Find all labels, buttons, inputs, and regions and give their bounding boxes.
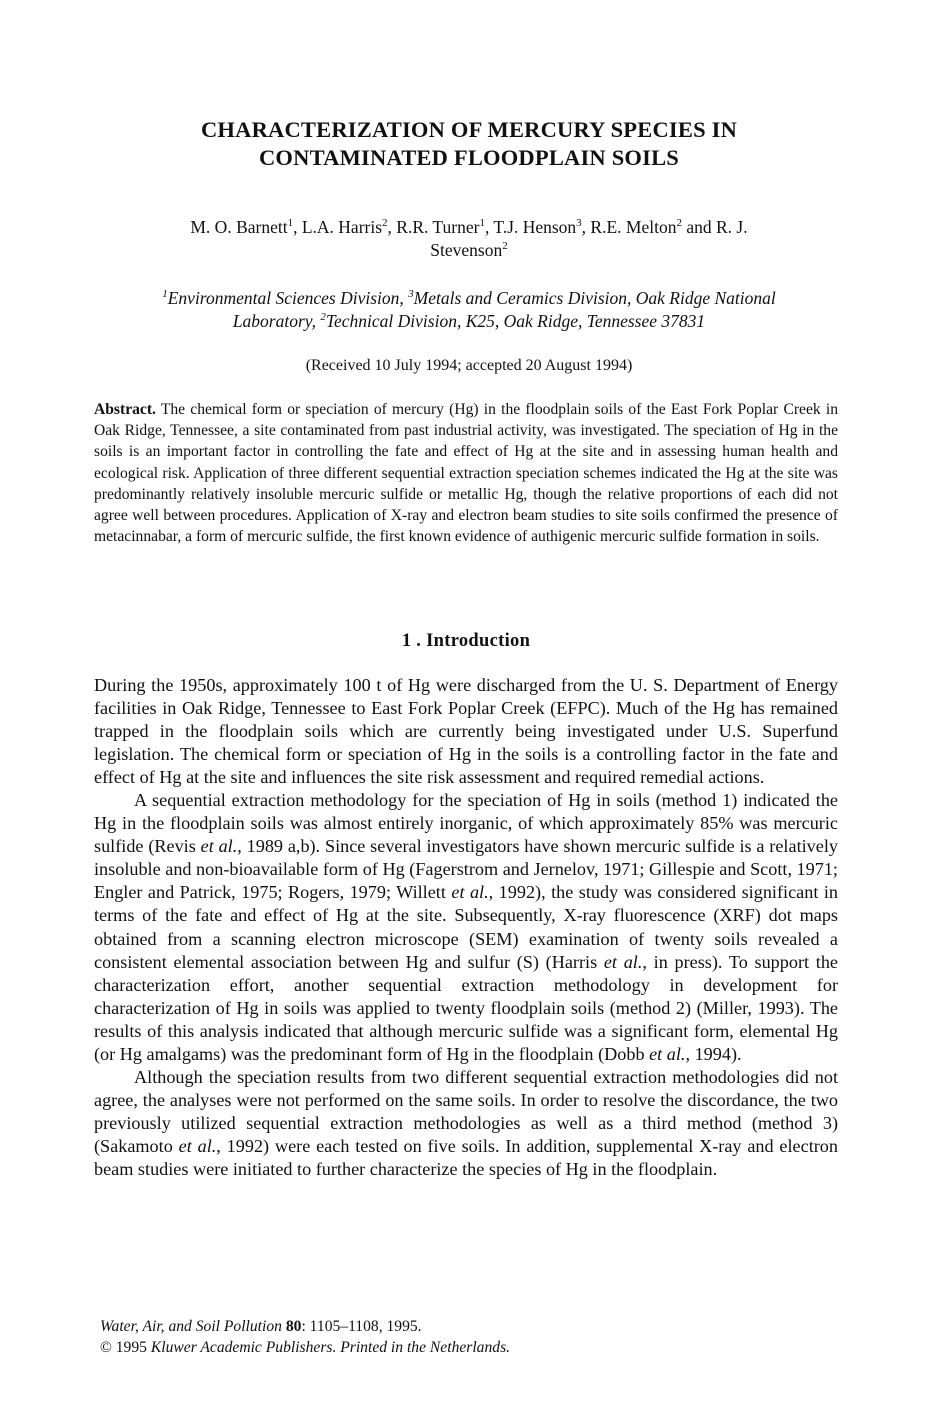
publisher: Kluwer Academic Publishers. Printed in the Netherlands. xyxy=(150,1339,511,1356)
journal-volume: 80 xyxy=(285,1318,302,1335)
author-list: M. O. Barnett$^1$, L.A. Harris$^2$, R.R. Turner$^1$, T.J. Henson$^3$, R.E. Melton$^2$ and R. J. Stevenson$^2$ xyxy=(190,217,748,260)
citation-etal: et al. xyxy=(451,882,489,903)
received-dates: (Received 10 July 1994; accepted 20 August 1994) xyxy=(305,357,633,374)
affiliation-text: Metals and Ceramics Division, Oak Ridge National xyxy=(413,288,776,308)
author-name: R. J. xyxy=(716,217,748,237)
abstract xyxy=(94,399,838,547)
abstract-text: The chemical form or speciation of mercury (Hg) in the floodplain soils of the East Fork Poplar Creek in Oak Ridge, Tennessee, a site contaminated from past industrial activity, was investigated. The speciation of Hg in the soils is an important factor in controlling the fate and effect of Hg at the site and in assessing human health and ecological risk. Application of three different sequential extraction speciation schemes indicated the Hg at the site was predominantly relatively insoluble mercuric sulfide or metallic Hg, though the relative proportions of each did not agree well between procedures. Application of X-ray and electron beam studies to site soils confirmed the presence of metacinnabar, a form of mercuric sulfide, the first known evidence of authigenic mercuric sulfide formation in soils. xyxy=(94,401,838,546)
title-line-1: CHARACTERIZATION OF MERCURY SPECIES IN xyxy=(200,117,738,142)
abstract-label: Abstract. xyxy=(94,401,156,418)
author-affiliation-mark: 3 xyxy=(576,217,582,230)
paper-title xyxy=(80,116,858,172)
author-name: R.E. Melton xyxy=(590,217,677,237)
author-name: R.R. Turner xyxy=(396,217,480,237)
paragraph: A sequential extraction methodology for the speciation of Hg in soils (method 1) indicated the Hg in the floodplain soils was almost entirely inorganic, of which approximately 85% was mercuric sulfide (Revis et al., 1989 a,b). Since several investigators have shown mercuric sulfide is a relatively insoluble and non-bioavailable form of Hg (Fagerstrom and Jernelov, 1971; Gillespie and Scott, 1971; Engler and Patrick, 1975; Rogers, 1979; Willett et al., 1992), the study was considered significant in terms of the fate and effect of Hg at the site. Subsequently, X-ray fluorescence (XRF) dot maps obtained from a scanning electron microscope (SEM) examination of twenty soils revealed a consistent elemental association between Hg and sulfur (S) (Harris et al., in press). To support the characterization effort, another sequential extraction methodology in development for characterization of Hg in soils was applied to twenty floodplain soils (method 2) (Miller, 1993). The results of this analysis indicated that although mercuric sulfide was a significant form, elemental Hg (or Hg amalgams) was the predominant form of Hg in the floodplain (Dobb et al., 1994). xyxy=(94,790,838,1064)
author-name: M. O. Barnett xyxy=(190,217,288,237)
journal-name: Water, Air, and Soil Pollution xyxy=(100,1318,286,1335)
author-affiliation-mark: 1 xyxy=(287,217,294,230)
copyright-line xyxy=(100,1337,510,1358)
citation-etal: et al. xyxy=(200,836,238,857)
author-affiliation-mark: 2 xyxy=(382,217,388,230)
author-affiliation-mark: 2 xyxy=(676,217,682,230)
copyright-year: © 1995 xyxy=(100,1339,151,1356)
author-name: L.A. Harris xyxy=(301,217,383,237)
affiliations xyxy=(90,287,848,333)
section-heading: 1 . Introduction xyxy=(401,631,531,651)
paragraph: Although the speciation results from two different sequential extraction methodologies did not agree, the analyses were not performed on the same soils. In order to resolve the discordance, the two previously utilized sequential extraction methodologies as well as a third method (method 3) (Sakamoto et al., 1992) were each tested on five soils. In addition, supplemental X-ray and electron beam studies were initiated to further characterize the species of Hg in the floodplain. xyxy=(94,1066,838,1179)
affiliation-mark: 1 xyxy=(162,288,168,301)
affiliation-text: Laboratory, xyxy=(232,311,321,331)
paragraph: During the 1950s, approximately 100 t of Hg were discharged from the U. S. Department of Energy facilities in Oak Ridge, Tennessee to East Fork Poplar Creek (EFPC). Much of the Hg has remained trapped in the floodplain soils which are currently being investigated under U.S. Superfund legislation. The chemical form or speciation of Hg in the soils is a controlling factor in the fate and effect of Hg at the site and influences the site risk assessment and required remedial actions. xyxy=(94,675,838,788)
author-name: Stevenson xyxy=(430,240,503,260)
journal-pages: : 1105–1108, 1995. xyxy=(301,1318,422,1335)
citation-etal: et al. xyxy=(603,951,643,972)
body-text xyxy=(94,674,838,1181)
journal-footer xyxy=(100,1316,510,1358)
author-name: T.J. Henson xyxy=(493,217,577,237)
author-affiliation-mark: 2 xyxy=(502,240,508,253)
affiliation-text: Environmental Sciences Division, xyxy=(167,288,409,308)
author-affiliation-mark: 1 xyxy=(479,217,485,230)
affiliation-text: Technical Division, K25, Oak Ridge, Tennessee 37831 xyxy=(325,311,706,331)
journal-citation xyxy=(100,1316,510,1337)
affiliation-mark: 2 xyxy=(320,311,326,324)
citation-etal: et al. xyxy=(178,1135,217,1156)
title-line-2: CONTAMINATED FLOODPLAIN SOILS xyxy=(258,145,680,170)
citation-etal: et al. xyxy=(649,1043,686,1064)
affiliation-mark: 3 xyxy=(408,288,414,301)
